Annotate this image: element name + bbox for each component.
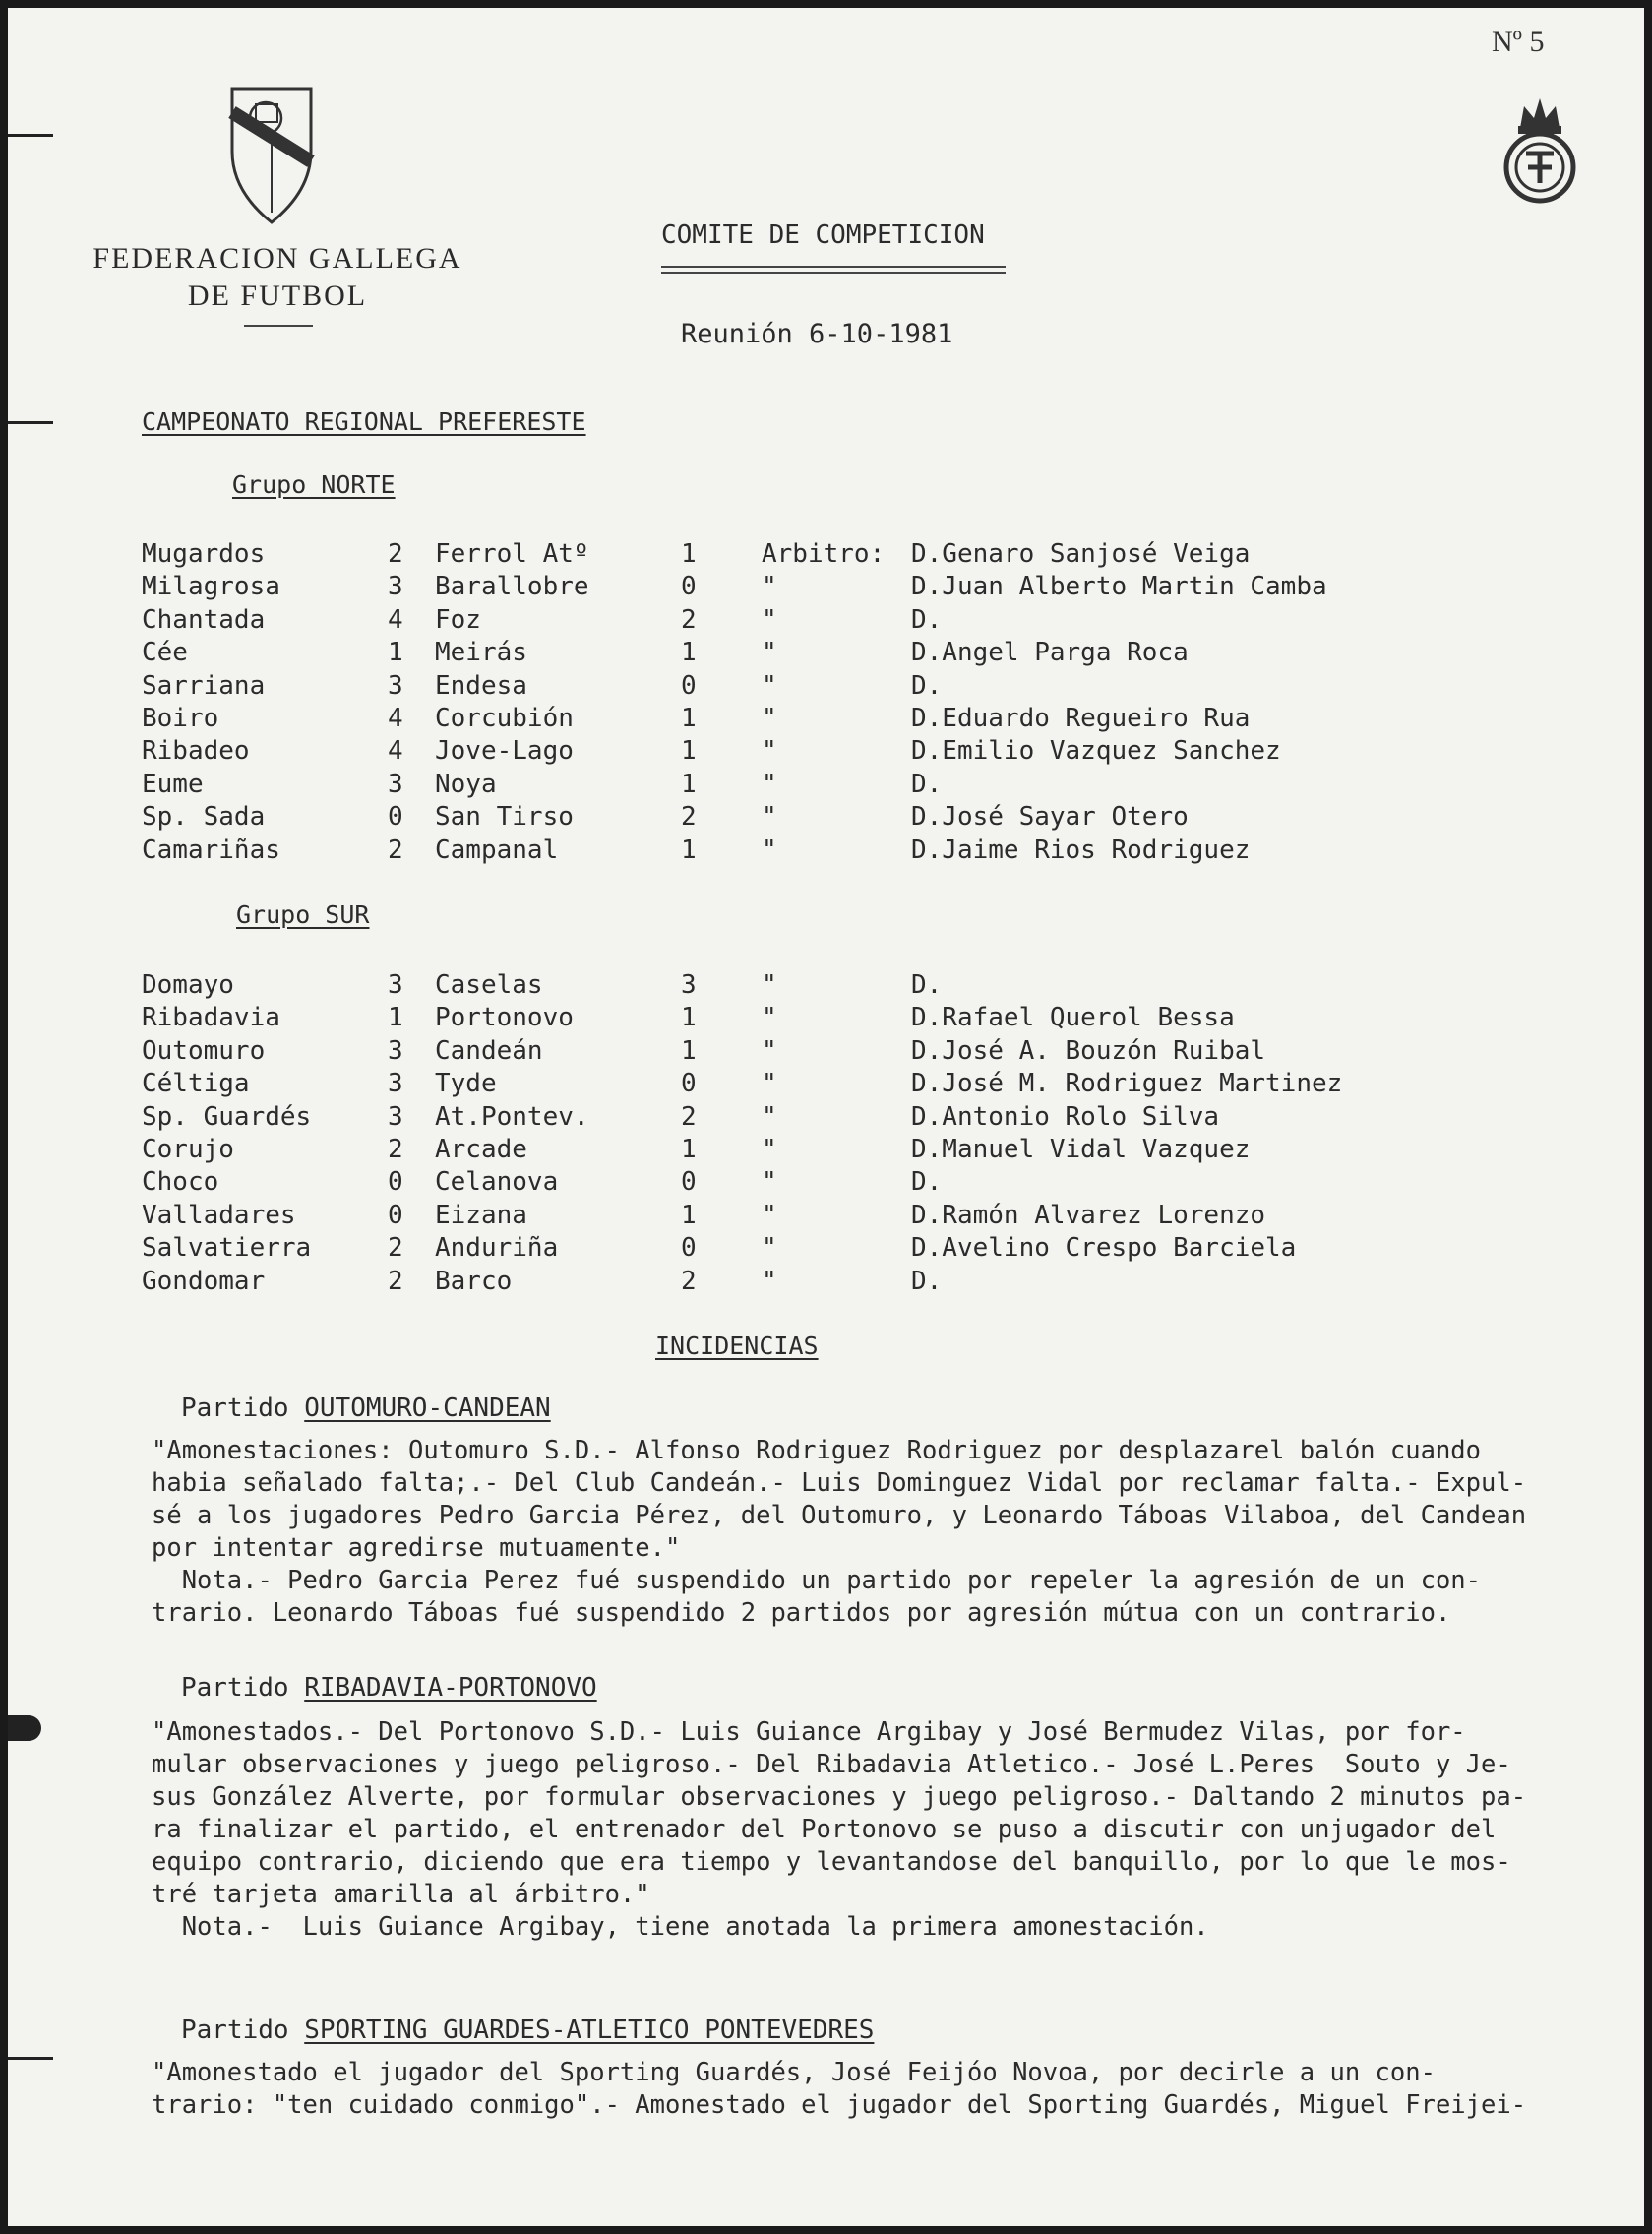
- away-score: 0: [681, 670, 697, 701]
- away-team: Portonovo: [435, 1003, 574, 1033]
- incident-match-name: RIBADAVIA-PORTONOVO: [304, 1673, 597, 1703]
- group-norte-title: Grupo NORTE: [232, 470, 396, 499]
- referee-name: D.José A. Bouzón Ruibal: [911, 1035, 1266, 1066]
- away-team: Arcade: [435, 1135, 527, 1164]
- away-score: 2: [681, 1101, 697, 1132]
- home-team: Ribadeo: [142, 736, 250, 767]
- incident-match-name: OUTOMURO-CANDEAN: [304, 1394, 551, 1423]
- referee-name: D.: [911, 670, 943, 701]
- home-team: Sp. Guardés: [142, 1101, 312, 1132]
- document-page: [8, 8, 1644, 2226]
- binder-hole-mark: [8, 421, 53, 424]
- result-row: [142, 1003, 1421, 1036]
- home-team: Sarriana: [142, 670, 266, 701]
- home-score: 3: [388, 970, 403, 1000]
- referee-label: ": [762, 604, 777, 635]
- away-score: 0: [681, 1069, 697, 1099]
- away-team: Tyde: [435, 1069, 497, 1099]
- incident-text: [152, 1716, 1644, 1944]
- federation-name-line2: DE FUTBOL: [187, 279, 368, 312]
- incident-text-line: tré tarjeta amarilla al árbitro.": [152, 1880, 650, 1909]
- result-row: [142, 572, 1421, 605]
- referee-name: D.: [911, 1266, 943, 1296]
- away-team: San Tirso: [435, 802, 574, 833]
- result-row: [142, 802, 1421, 836]
- incident-text-line: "Amonestaciones: Outomuro S.D.- Alfonso Rodriguez Rodriguez por desplazarel balón cuando: [152, 1436, 1482, 1465]
- committee-title: COMITE DE COMPETICION: [661, 220, 985, 250]
- home-team: Salvatierra: [142, 1233, 312, 1264]
- incident-title-prefix: Partido: [181, 2016, 305, 2045]
- meeting-date: Reunión 6-10-1981: [681, 319, 953, 349]
- away-score: 1: [681, 704, 697, 733]
- referee-label: ": [762, 1101, 777, 1132]
- home-score: 4: [388, 704, 403, 733]
- result-row: [142, 605, 1421, 639]
- referee-name: D.Eduardo Regueiro Rua: [911, 704, 1251, 733]
- home-team: Mugardos: [142, 539, 266, 569]
- away-score: 0: [681, 1167, 697, 1198]
- home-score: 0: [388, 1200, 403, 1230]
- away-score: 1: [681, 638, 697, 668]
- incident-text-line: habia señalado falta;.- Del Club Candeán.- Luis Dominguez Vidal por reclamar falta.- Expul-: [152, 1468, 1527, 1498]
- group-sur-title: Grupo SUR: [236, 900, 370, 929]
- away-team: Jove-Lago: [435, 736, 574, 767]
- away-team: Caselas: [435, 970, 543, 1000]
- result-row: [142, 770, 1421, 803]
- referee-label: ": [762, 638, 777, 668]
- home-score: 3: [388, 1101, 403, 1132]
- referee-name: D.José Sayar Otero: [911, 802, 1189, 833]
- incident-text-line: Nota.- Luis Guiance Argibay, tiene anotada la primera amonestación.: [152, 1912, 1209, 1942]
- home-score: 2: [388, 1135, 403, 1164]
- referee-label: ": [762, 670, 777, 701]
- away-score: 1: [681, 736, 697, 767]
- home-team: Céltiga: [142, 1069, 250, 1099]
- away-score: 0: [681, 1233, 697, 1264]
- referee-name: D.: [911, 970, 943, 1000]
- away-score: 1: [681, 539, 697, 569]
- home-team: Sp. Sada: [142, 802, 266, 833]
- away-score: 1: [681, 1035, 697, 1066]
- referee-label: ": [762, 1135, 777, 1164]
- away-team: Meirás: [435, 638, 527, 668]
- federation-divider: [244, 325, 313, 327]
- referee-label: ": [762, 572, 777, 602]
- crown-crest-logo: [1499, 89, 1581, 205]
- away-score: 1: [681, 1003, 697, 1033]
- home-team: Gondomar: [142, 1266, 266, 1296]
- away-team: Anduriña: [435, 1233, 559, 1264]
- away-team: Celanova: [435, 1167, 559, 1198]
- federation-name-line1: FEDERACION GALLEGA: [92, 242, 462, 275]
- away-score: 1: [681, 835, 697, 865]
- home-team: Eume: [142, 769, 204, 799]
- result-row: [142, 1135, 1421, 1168]
- incident-text-line: ra finalizar el partido, el entrenador del Portonovo se puso a discutir con unjugador del: [152, 1815, 1497, 1844]
- away-team: Eizana: [435, 1200, 527, 1230]
- result-row: [142, 1102, 1421, 1136]
- home-team: Boiro: [142, 704, 219, 733]
- referee-label: ": [762, 1266, 777, 1296]
- incident-match-title: [181, 2016, 874, 2045]
- binder-hole-mark: [8, 1715, 41, 1741]
- championship-title: CAMPEONATO REGIONAL PREFERESTE: [142, 407, 586, 436]
- away-score: 3: [681, 970, 697, 1000]
- incident-text-line: sé a los jugadores Pedro Garcia Pérez, del Outomuro, y Leonardo Táboas Vilaboa, del Candean: [152, 1501, 1527, 1530]
- home-team: Chantada: [142, 604, 266, 635]
- away-team: Ferrol Atº: [435, 539, 589, 569]
- referee-name: D.Rafael Querol Bessa: [911, 1003, 1235, 1033]
- referee-label: Arbitro:: [762, 539, 886, 569]
- result-row: [142, 671, 1421, 705]
- referee-name: D.Manuel Vidal Vazquez: [911, 1135, 1251, 1164]
- referee-label: ": [762, 802, 777, 833]
- result-row: [142, 1201, 1421, 1234]
- referee-name: D.: [911, 769, 943, 799]
- home-score: 2: [388, 835, 403, 865]
- incident-text-line: sus González Alverte, por formular observaciones y juego peligroso.- Daltando 2 minutos pa-: [152, 1782, 1527, 1812]
- away-team: Endesa: [435, 670, 527, 701]
- incident-match-title: [181, 1673, 597, 1703]
- referee-label: ": [762, 1167, 777, 1198]
- referee-name: D.: [911, 604, 943, 635]
- referee-label: ": [762, 1003, 777, 1033]
- incident-text-line: Nota.- Pedro Garcia Perez fué suspendido un partido por repeler la agresión de un con-: [152, 1566, 1482, 1595]
- away-score: 2: [681, 604, 697, 635]
- away-score: 0: [681, 572, 697, 602]
- referee-name: D.Ramón Alvarez Lorenzo: [911, 1200, 1266, 1230]
- binder-hole-mark: [8, 134, 53, 137]
- result-row: [142, 970, 1421, 1004]
- referee-label: ": [762, 1069, 777, 1099]
- page-number: Nº 5: [1492, 26, 1545, 58]
- home-team: Choco: [142, 1167, 219, 1198]
- home-team: Ribadavia: [142, 1003, 280, 1033]
- result-row: [142, 836, 1421, 869]
- away-team: Barallobre: [435, 572, 589, 602]
- incident-match-name: SPORTING GUARDES-ATLETICO PONTEVEDRES: [304, 2016, 875, 2045]
- home-score: 2: [388, 1266, 403, 1296]
- referee-name: D.Antonio Rolo Silva: [911, 1101, 1220, 1132]
- away-score: 1: [681, 769, 697, 799]
- away-team: Barco: [435, 1266, 513, 1296]
- away-score: 2: [681, 802, 697, 833]
- binder-hole-mark: [8, 2057, 53, 2060]
- away-score: 1: [681, 1135, 697, 1164]
- referee-label: ": [762, 769, 777, 799]
- home-team: Camariñas: [142, 835, 280, 865]
- referee-label: ": [762, 970, 777, 1000]
- home-team: Outomuro: [142, 1035, 266, 1066]
- incident-text-line: trario. Leonardo Táboas fué suspendido 2 partidos por agresión mútua con un contrario.: [152, 1598, 1451, 1628]
- home-team: Valladares: [142, 1200, 296, 1230]
- home-score: 3: [388, 1035, 403, 1066]
- incident-text-line: "Amonestados.- Del Portonovo S.D.- Luis Guiance Argibay y José Bermudez Vilas, por for-: [152, 1717, 1466, 1747]
- referee-name: D.Juan Alberto Martin Camba: [911, 572, 1327, 602]
- result-row: [142, 1069, 1421, 1102]
- result-row: [142, 1267, 1421, 1300]
- federation-shield-logo: [228, 83, 315, 226]
- home-score: 3: [388, 1069, 403, 1099]
- result-row: [142, 1167, 1421, 1201]
- referee-label: ": [762, 736, 777, 767]
- referee-name: D.Avelino Crespo Barciela: [911, 1233, 1297, 1264]
- home-score: 0: [388, 802, 403, 833]
- referee-name: D.Genaro Sanjosé Veiga: [911, 539, 1251, 569]
- away-team: Candeán: [435, 1035, 543, 1066]
- incident-title-prefix: Partido: [181, 1394, 305, 1423]
- home-score: 3: [388, 572, 403, 602]
- away-team: At.Pontev.: [435, 1101, 589, 1132]
- result-row: [142, 1036, 1421, 1070]
- result-row: [142, 1233, 1421, 1267]
- away-team: Corcubión: [435, 704, 574, 733]
- referee-label: ": [762, 1035, 777, 1066]
- away-team: Campanal: [435, 835, 559, 865]
- home-score: 1: [388, 638, 403, 668]
- home-score: 4: [388, 604, 403, 635]
- referee-label: ": [762, 704, 777, 733]
- home-score: 0: [388, 1167, 403, 1198]
- referee-name: D.: [911, 1167, 943, 1198]
- home-score: 2: [388, 1233, 403, 1264]
- home-team: Milagrosa: [142, 572, 280, 602]
- home-score: 2: [388, 539, 403, 569]
- away-score: 1: [681, 1200, 697, 1230]
- home-score: 4: [388, 736, 403, 767]
- referee-name: D.Jaime Rios Rodriguez: [911, 835, 1251, 865]
- incident-text-line: "Amonestado el jugador del Sporting Guardés, José Feijóo Novoa, por decirle a un con-: [152, 2058, 1436, 2087]
- incident-text-line: por intentar agredirse mutuamente.": [152, 1533, 681, 1563]
- referee-label: ": [762, 835, 777, 865]
- home-score: 3: [388, 769, 403, 799]
- incidencias-title: INCIDENCIAS: [655, 1332, 819, 1360]
- result-row: [142, 704, 1421, 737]
- incident-title-prefix: Partido: [181, 1673, 305, 1703]
- referee-label: ": [762, 1200, 777, 1230]
- referee-name: D.José M. Rodriguez Martinez: [911, 1069, 1343, 1099]
- committee-title-rule: [661, 266, 1006, 276]
- home-team: Domayo: [142, 970, 234, 1000]
- referee-label: ": [762, 1233, 777, 1264]
- result-row: [142, 638, 1421, 671]
- home-team: Cée: [142, 638, 188, 668]
- result-row: [142, 539, 1421, 573]
- incident-match-title: [181, 1394, 551, 1423]
- incident-text-line: mular observaciones y juego peligroso.- Del Ribadavia Atletico.- José L.Peres Souto y Je-: [152, 1750, 1511, 1779]
- away-team: Foz: [435, 604, 481, 635]
- result-row: [142, 736, 1421, 770]
- incident-text: [152, 2057, 1644, 2122]
- away-team: Noya: [435, 769, 497, 799]
- home-score: 1: [388, 1003, 403, 1033]
- away-score: 2: [681, 1266, 697, 1296]
- incident-text: [152, 1435, 1644, 1630]
- federation-name: [81, 240, 474, 315]
- incident-text-line: trario: "ten cuidado conmigo".- Amonestado el jugador del Sporting Guardés, Miguel Freijei-: [152, 2090, 1527, 2120]
- referee-name: D.Emilio Vazquez Sanchez: [911, 736, 1281, 767]
- home-team: Corujo: [142, 1135, 234, 1164]
- incident-text-line: equipo contrario, diciendo que era tiempo y levantandose del banquillo, por lo que le mos-: [152, 1847, 1511, 1877]
- home-score: 3: [388, 670, 403, 701]
- referee-name: D.Angel Parga Roca: [911, 638, 1189, 668]
